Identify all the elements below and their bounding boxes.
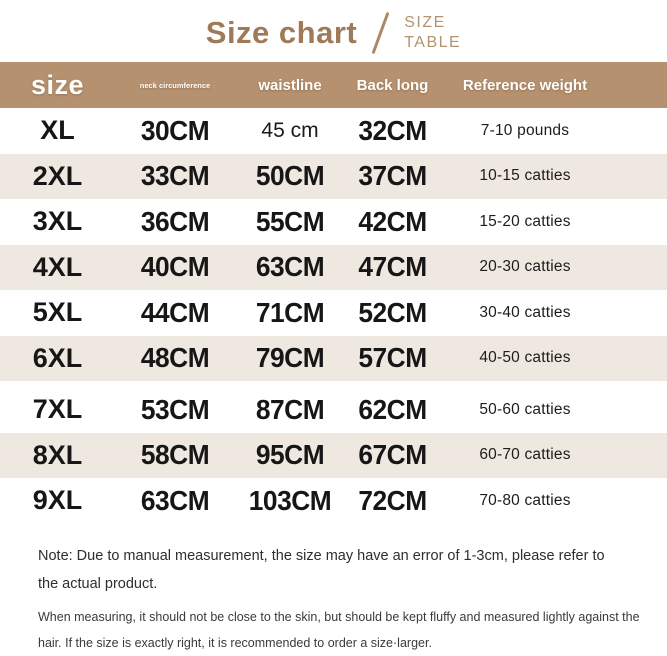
- back-long-cell: 72CM: [358, 484, 427, 516]
- reference-weight-cell: 60-70 catties: [479, 446, 571, 464]
- size-table-body: [0, 108, 667, 524]
- neck-circumference-cell: 63CM: [140, 484, 210, 516]
- back-long-cell: 67CM: [358, 439, 427, 471]
- note-line: Note: Due to manual measurement, the size may have an error of 1-3cm, please refer to: [38, 547, 605, 564]
- neck-circumference-cell: 58CM: [140, 439, 210, 471]
- title-band: [0, 0, 667, 62]
- note-line: hair. If the size is exactly right, it is recommended to order a size·larger.: [38, 635, 432, 650]
- back-long-cell: 32CM: [358, 114, 427, 146]
- size-cell: 8XL: [32, 439, 83, 470]
- size-cell: 7XL: [32, 394, 83, 425]
- size-cell: 2XL: [32, 160, 83, 191]
- size-cell: 3XL: [32, 206, 83, 237]
- table-row: [0, 154, 667, 200]
- note-line: the actual product.: [38, 575, 158, 592]
- back-long-cell: 47CM: [358, 251, 427, 283]
- note-line: When measuring, it should not be close to the skin, but should be kept fluffy and measured lightly against the: [38, 609, 640, 624]
- table-row: [0, 108, 667, 154]
- subtitle-line-2: TABLE: [404, 34, 462, 51]
- column-header-neck-circumference: neck circumference: [139, 80, 211, 90]
- size-cell: 6XL: [32, 342, 83, 373]
- reference-weight-cell: 20-30 catties: [479, 258, 571, 276]
- reference-weight-cell: 70-80 catties: [479, 491, 571, 509]
- table-header-row: [0, 62, 667, 108]
- neck-circumference-cell: 44CM: [140, 296, 210, 328]
- size-cell: 4XL: [32, 251, 83, 282]
- waistline-cell: 50CM: [255, 160, 325, 192]
- reference-weight-cell: 15-20 catties: [479, 212, 571, 230]
- page-title: Size chart: [205, 15, 358, 50]
- neck-circumference-cell: 33CM: [140, 160, 210, 192]
- page-subtitle: [404, 13, 461, 53]
- waistline-cell: 55CM: [255, 205, 325, 237]
- size-cell: 9XL: [32, 485, 83, 516]
- back-long-cell: 42CM: [358, 205, 427, 237]
- column-header-size: size: [30, 69, 85, 100]
- waistline-cell: 71CM: [255, 296, 325, 328]
- back-long-cell: 37CM: [358, 160, 427, 192]
- neck-circumference-cell: 30CM: [140, 114, 210, 146]
- reference-weight-cell: 10-15 catties: [479, 167, 571, 185]
- waistline-cell: 103CM: [248, 484, 332, 516]
- table-row: [0, 199, 667, 245]
- table-row: [0, 478, 667, 524]
- table-row: [0, 433, 667, 479]
- size-table: [0, 62, 667, 524]
- reference-weight-cell: 30-40 catties: [479, 303, 571, 321]
- waistline-cell: 45 cm: [261, 118, 319, 142]
- neck-circumference-cell: 53CM: [140, 393, 210, 425]
- waistline-cell: 79CM: [255, 342, 325, 374]
- waistline-cell: 87CM: [255, 393, 325, 425]
- table-row: [0, 336, 667, 382]
- neck-circumference-cell: 36CM: [140, 205, 210, 237]
- neck-circumference-cell: 48CM: [140, 342, 210, 374]
- subtitle-line-1: SIZE: [404, 14, 446, 31]
- column-header-waistline: waistline: [258, 76, 322, 94]
- size-cell: XL: [40, 115, 75, 146]
- reference-weight-cell: 40-50 catties: [479, 349, 571, 367]
- table-row: [0, 387, 667, 433]
- back-long-cell: 62CM: [358, 393, 427, 425]
- column-header-back-long: Back long: [356, 76, 429, 94]
- neck-circumference-cell: 40CM: [140, 251, 210, 283]
- waistline-cell: 63CM: [255, 251, 325, 283]
- waistline-cell: 95CM: [255, 439, 325, 471]
- reference-weight-cell: 50-60 catties: [479, 400, 571, 418]
- table-row: [0, 245, 667, 291]
- notes-section: [0, 542, 667, 656]
- table-row: [0, 290, 667, 336]
- reference-weight-cell: 7-10 pounds: [480, 121, 570, 139]
- slash-divider-icon: [372, 12, 390, 54]
- back-long-cell: 52CM: [358, 296, 427, 328]
- size-cell: 5XL: [32, 297, 83, 328]
- column-header-reference-weight: Reference weight: [462, 76, 588, 94]
- back-long-cell: 57CM: [358, 342, 427, 374]
